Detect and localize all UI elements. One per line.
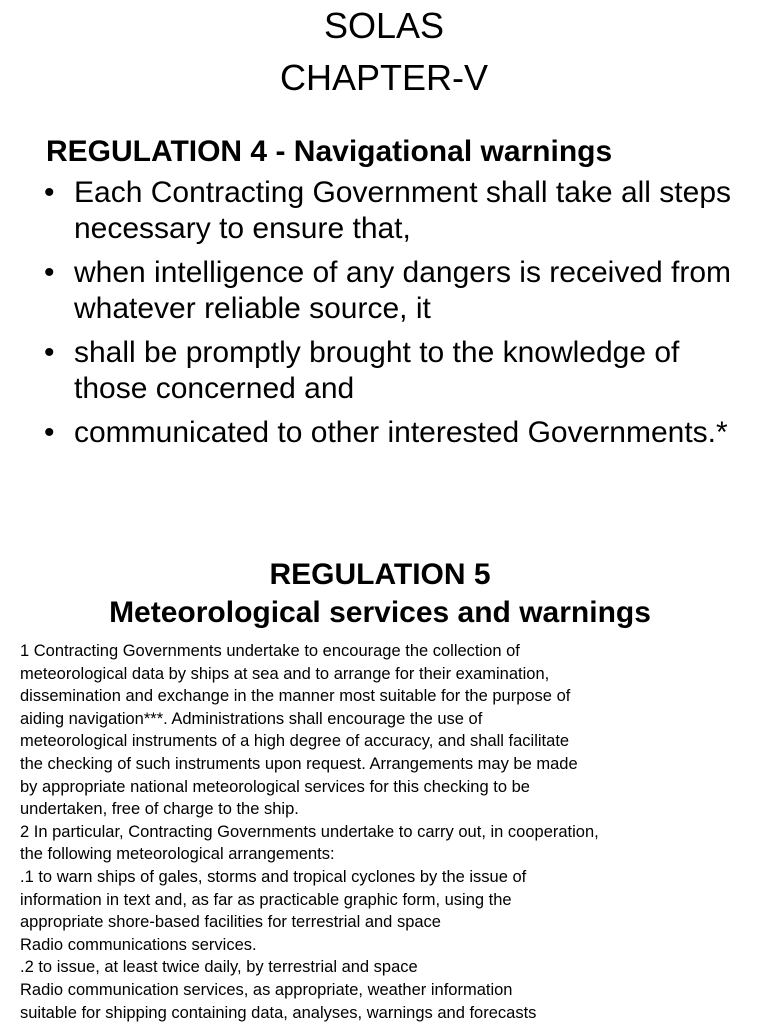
body-line: dissemination and exchange in the manner most suitable for the purpose of xyxy=(20,687,571,706)
document-title xyxy=(0,0,768,104)
body-line: Radio communications services. xyxy=(20,935,257,954)
body-line: the following meteorological arrangements: xyxy=(20,845,335,864)
bullet-item xyxy=(44,335,744,407)
regulation-4-bullet-list xyxy=(44,175,744,459)
body-line: meteorological instruments of a high degree of accuracy, and shall facilitate xyxy=(20,732,570,751)
title-line-solas: SOLAS xyxy=(323,5,445,46)
regulation-5-heading xyxy=(0,556,760,632)
regulation-5-body xyxy=(20,640,760,1024)
body-line: .1 to warn ships of gales, storms and tropical cyclones by the issue of xyxy=(20,867,527,886)
bullet-text: communicated to other interested Governments.* xyxy=(74,416,728,449)
body-line: suitable for shipping containing data, analyses, warnings and forecasts xyxy=(20,1003,537,1022)
body-line: undertaken, free of charge to the ship. xyxy=(20,800,299,819)
bullet-text: Each Contracting Government shall take all steps necessary to ensure that, xyxy=(74,176,731,245)
bullet-item xyxy=(44,415,744,451)
body-line: information in text and, as far as practicable graphic form, using the xyxy=(20,890,512,909)
bullet-item xyxy=(44,175,744,247)
body-line: .2 to issue, at least twice daily, by terrestrial and space xyxy=(20,958,418,977)
bullet-text: shall be promptly brought to the knowledge of those concerned and xyxy=(74,336,680,405)
body-line: aiding navigation***. Administrations shall encourage the use of xyxy=(20,709,483,728)
body-line: appropriate shore-based facilities for terrestrial and space xyxy=(20,913,441,932)
bullet-icon: • xyxy=(44,176,55,209)
body-line: 2 In particular, Contracting Governments undertake to carry out, in cooperation, xyxy=(20,822,599,841)
bullet-text: when intelligence of any dangers is received from whatever reliable source, it xyxy=(74,256,732,325)
bullet-item xyxy=(44,255,744,327)
regulation-4-heading: REGULATION 4 - Navigational warnings xyxy=(46,135,613,168)
body-line: meteorological data by ships at sea and to arrange for their examination, xyxy=(20,664,550,683)
bullet-icon: • xyxy=(44,256,55,289)
regulation-5-title: Meteorological services and warnings xyxy=(109,596,651,629)
body-line: 1 Contracting Governments undertake to encourage the collection of xyxy=(20,642,520,660)
body-line: the checking of such instruments upon request. Arrangements may be made xyxy=(20,754,578,773)
body-line: Radio communication services, as appropriate, weather information xyxy=(20,980,513,999)
bullet-icon: • xyxy=(44,336,55,369)
title-line-chapter: CHAPTER-V xyxy=(279,57,489,98)
body-line: by appropriate national meteorological services for this checking to be xyxy=(20,777,530,796)
bullet-icon: • xyxy=(44,416,55,449)
regulation-5-number: REGULATION 5 xyxy=(269,558,491,591)
